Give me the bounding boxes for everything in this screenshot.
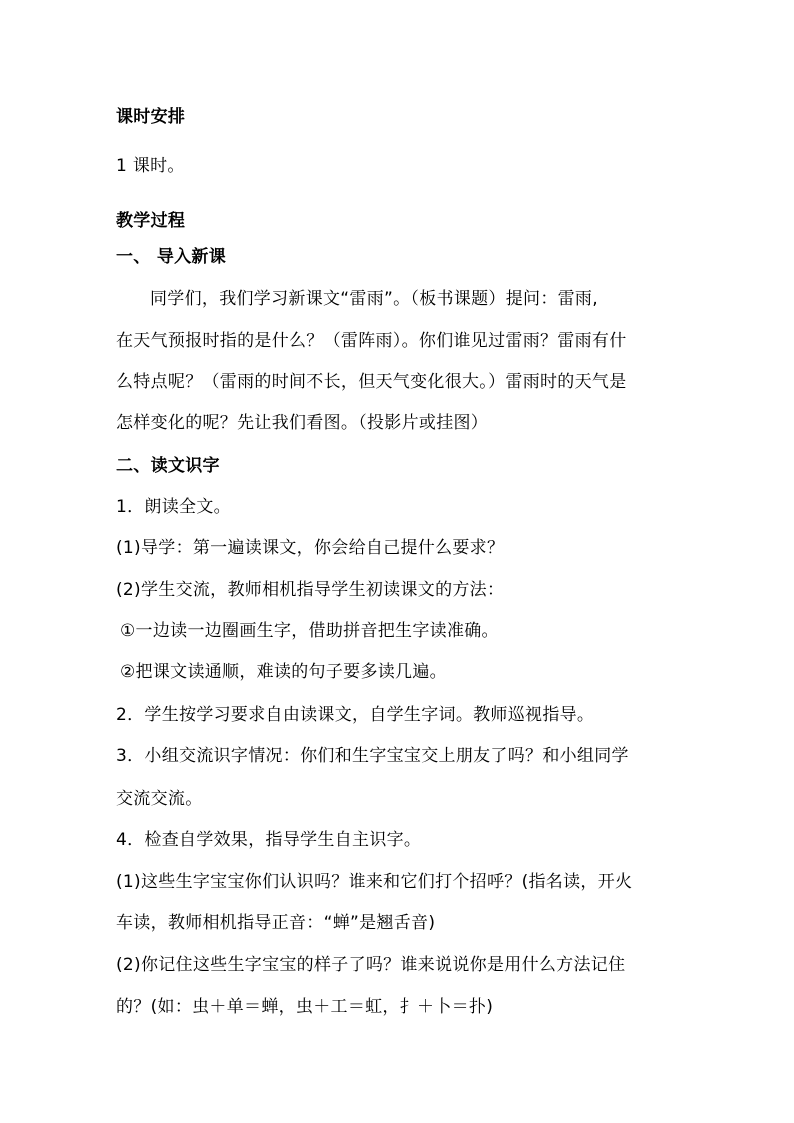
paragraph-line: 在天气预报时指的是什么？（雷阵雨）。你们谁见过雷雨？雷雨有什 bbox=[116, 331, 627, 351]
list-item: 交流交流。 bbox=[116, 789, 203, 809]
paragraph-line: 同学们，我们学习新课文“雷雨”。（板书课题）提问：雷雨, bbox=[150, 289, 598, 309]
list-item: (2)你记住这些生字宝宝的样子了吗？谁来说说你是用什么方法记住 bbox=[116, 955, 626, 975]
part2-heading: 二、读文识字 bbox=[116, 456, 220, 476]
schedule-heading: 课时安排 bbox=[116, 107, 186, 127]
paragraph-line: 么特点呢？（雷雨的时间不长，但天气变化很大。）雷雨时的天气是 bbox=[116, 372, 627, 392]
list-item: 2．学生按学习要求自由读课文，自学生字词。教师巡视指导。 bbox=[116, 705, 595, 725]
list-item: 车读，教师相机指导正音：“蝉”是翘舌音) bbox=[116, 913, 436, 933]
list-item: (1)导学：第一遍读课文，你会给自己提什么要求？ bbox=[116, 538, 505, 558]
part1-heading: 一、 导入新课 bbox=[116, 247, 227, 267]
paragraph-line: 怎样变化的呢？先让我们看图。（投影片或挂图） bbox=[116, 413, 489, 433]
list-item: (2)学生交流，教师相机指导学生初读课文的方法： bbox=[116, 580, 505, 600]
list-item: 4．检查自学效果，指导学生自主识字。 bbox=[116, 830, 422, 850]
list-item: 的？(如：虫＋单＝蝉，虫＋工＝虹，扌＋卜＝扑) bbox=[116, 997, 494, 1017]
process-heading: 教学过程 bbox=[116, 211, 186, 231]
list-item: ②把课文读通顺，难读的句子要多读几遍。 bbox=[120, 662, 447, 682]
list-item: (1)这些生字宝宝你们认识吗？谁来和它们打个招呼？(指名读，开火 bbox=[116, 872, 633, 892]
list-item: ①一边读一边圈画生字，借助拼音把生字读准确。 bbox=[120, 621, 499, 641]
list-item: 3．小组交流识字情况：你们和生字宝宝交上朋友了吗？和小组同学 bbox=[116, 746, 629, 766]
schedule-text: 1 课时。 bbox=[116, 156, 185, 176]
list-item: 1．朗读全文。 bbox=[116, 497, 231, 517]
